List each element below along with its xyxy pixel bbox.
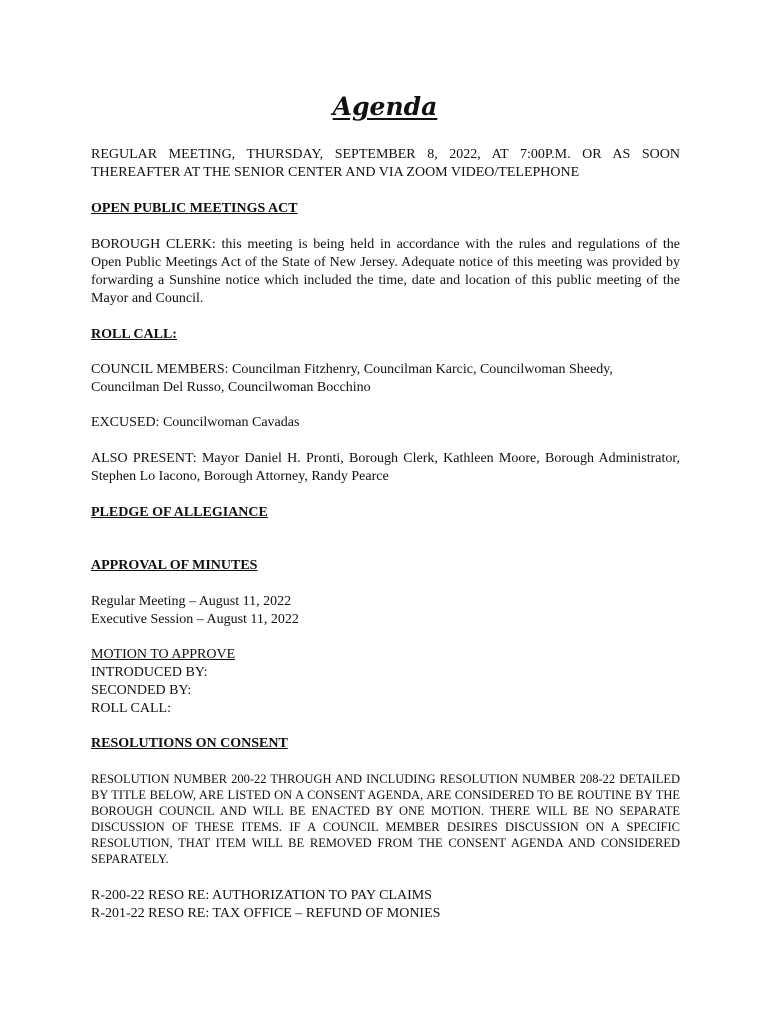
- list-item: R-200-22 RESO RE: AUTHORIZATION TO PAY CLAIMS: [91, 888, 432, 903]
- excused-text: EXCUSED: Councilwoman Cavadas: [91, 415, 300, 430]
- council-members-text: COUNCIL MEMBERS: Councilman Fitzhenry, Councilman Karcic, Councilwoman Sheedy, Councilman Del Russo, Councilwoman Bocchino: [91, 362, 613, 395]
- resolutions-list: [91, 887, 680, 923]
- minutes-list: [91, 593, 680, 629]
- motion-label: MOTION TO APPROVE: [91, 647, 236, 662]
- meeting-header: REGULAR MEETING, THURSDAY, SEPTEMBER 8, 2022, AT 7:00P.M. OR AS SOON THEREAFTER AT THE SENIOR CENTER AND VIA ZOOM VIDEO/TELEPHONE: [91, 147, 680, 180]
- section-heading-resolutions-on-consent: RESOLUTIONS ON CONSENT: [91, 736, 288, 751]
- roll-call-label: ROLL CALL:: [91, 701, 171, 716]
- list-item: R-201-22 RESO RE: TAX OFFICE – REFUND OF MONIES: [91, 906, 441, 921]
- also-present-text: ALSO PRESENT: Mayor Daniel H. Pronti, Borough Clerk, Kathleen Moore, Borough Administrator, Stephen Lo Iacono, Borough Attorney, Randy Pearce: [91, 451, 680, 484]
- seconded-by-label: SECONDED BY:: [91, 683, 192, 698]
- section-heading-approval-of-minutes: APPROVAL OF MINUTES: [91, 558, 258, 573]
- list-item: Executive Session – August 11, 2022: [91, 612, 299, 627]
- motion-block: [91, 646, 680, 718]
- list-item: Regular Meeting – August 11, 2022: [91, 594, 292, 609]
- section-heading-open-public-meetings: OPEN PUBLIC MEETINGS ACT: [91, 201, 298, 216]
- consent-text: RESOLUTION NUMBER 200-22 THROUGH AND INCLUDING RESOLUTION NUMBER 208-22 DETAILED BY TITLE BELOW, ARE LISTED ON A CONSENT AGENDA, ARE CONSIDERED TO BE ROUTINE BY THE BOROUGH COUNCIL AND WILL BE ENACTED BY ONE MOTION. THERE WILL BE NO SEPARATE DISCUSSION OF THESE ITEMS. IF A COUNCIL MEMBER DESIRES DISCUSSION ON A SPECIFIC RESOLUTION, THAT ITEM WILL BE REMOVED FROM THE CONSENT AGENDA AND CONSIDERED SEPARATELY.: [91, 772, 680, 866]
- section-heading-pledge: PLEDGE OF ALLEGIANCE: [91, 505, 268, 520]
- open-public-meetings-text: BOROUGH CLERK: this meeting is being held in accordance with the rules and regulations of the Open Public Meetings Act of the State of New Jersey. Adequate notice of this meeting was provided by forwarding a Sunshine notice which included the time, date and location of this public meeting of the Mayor and Council.: [91, 237, 680, 306]
- introduced-by-label: INTRODUCED BY:: [91, 665, 208, 680]
- section-heading-roll-call: ROLL CALL:: [91, 327, 177, 342]
- page-title: Agenda: [332, 92, 438, 121]
